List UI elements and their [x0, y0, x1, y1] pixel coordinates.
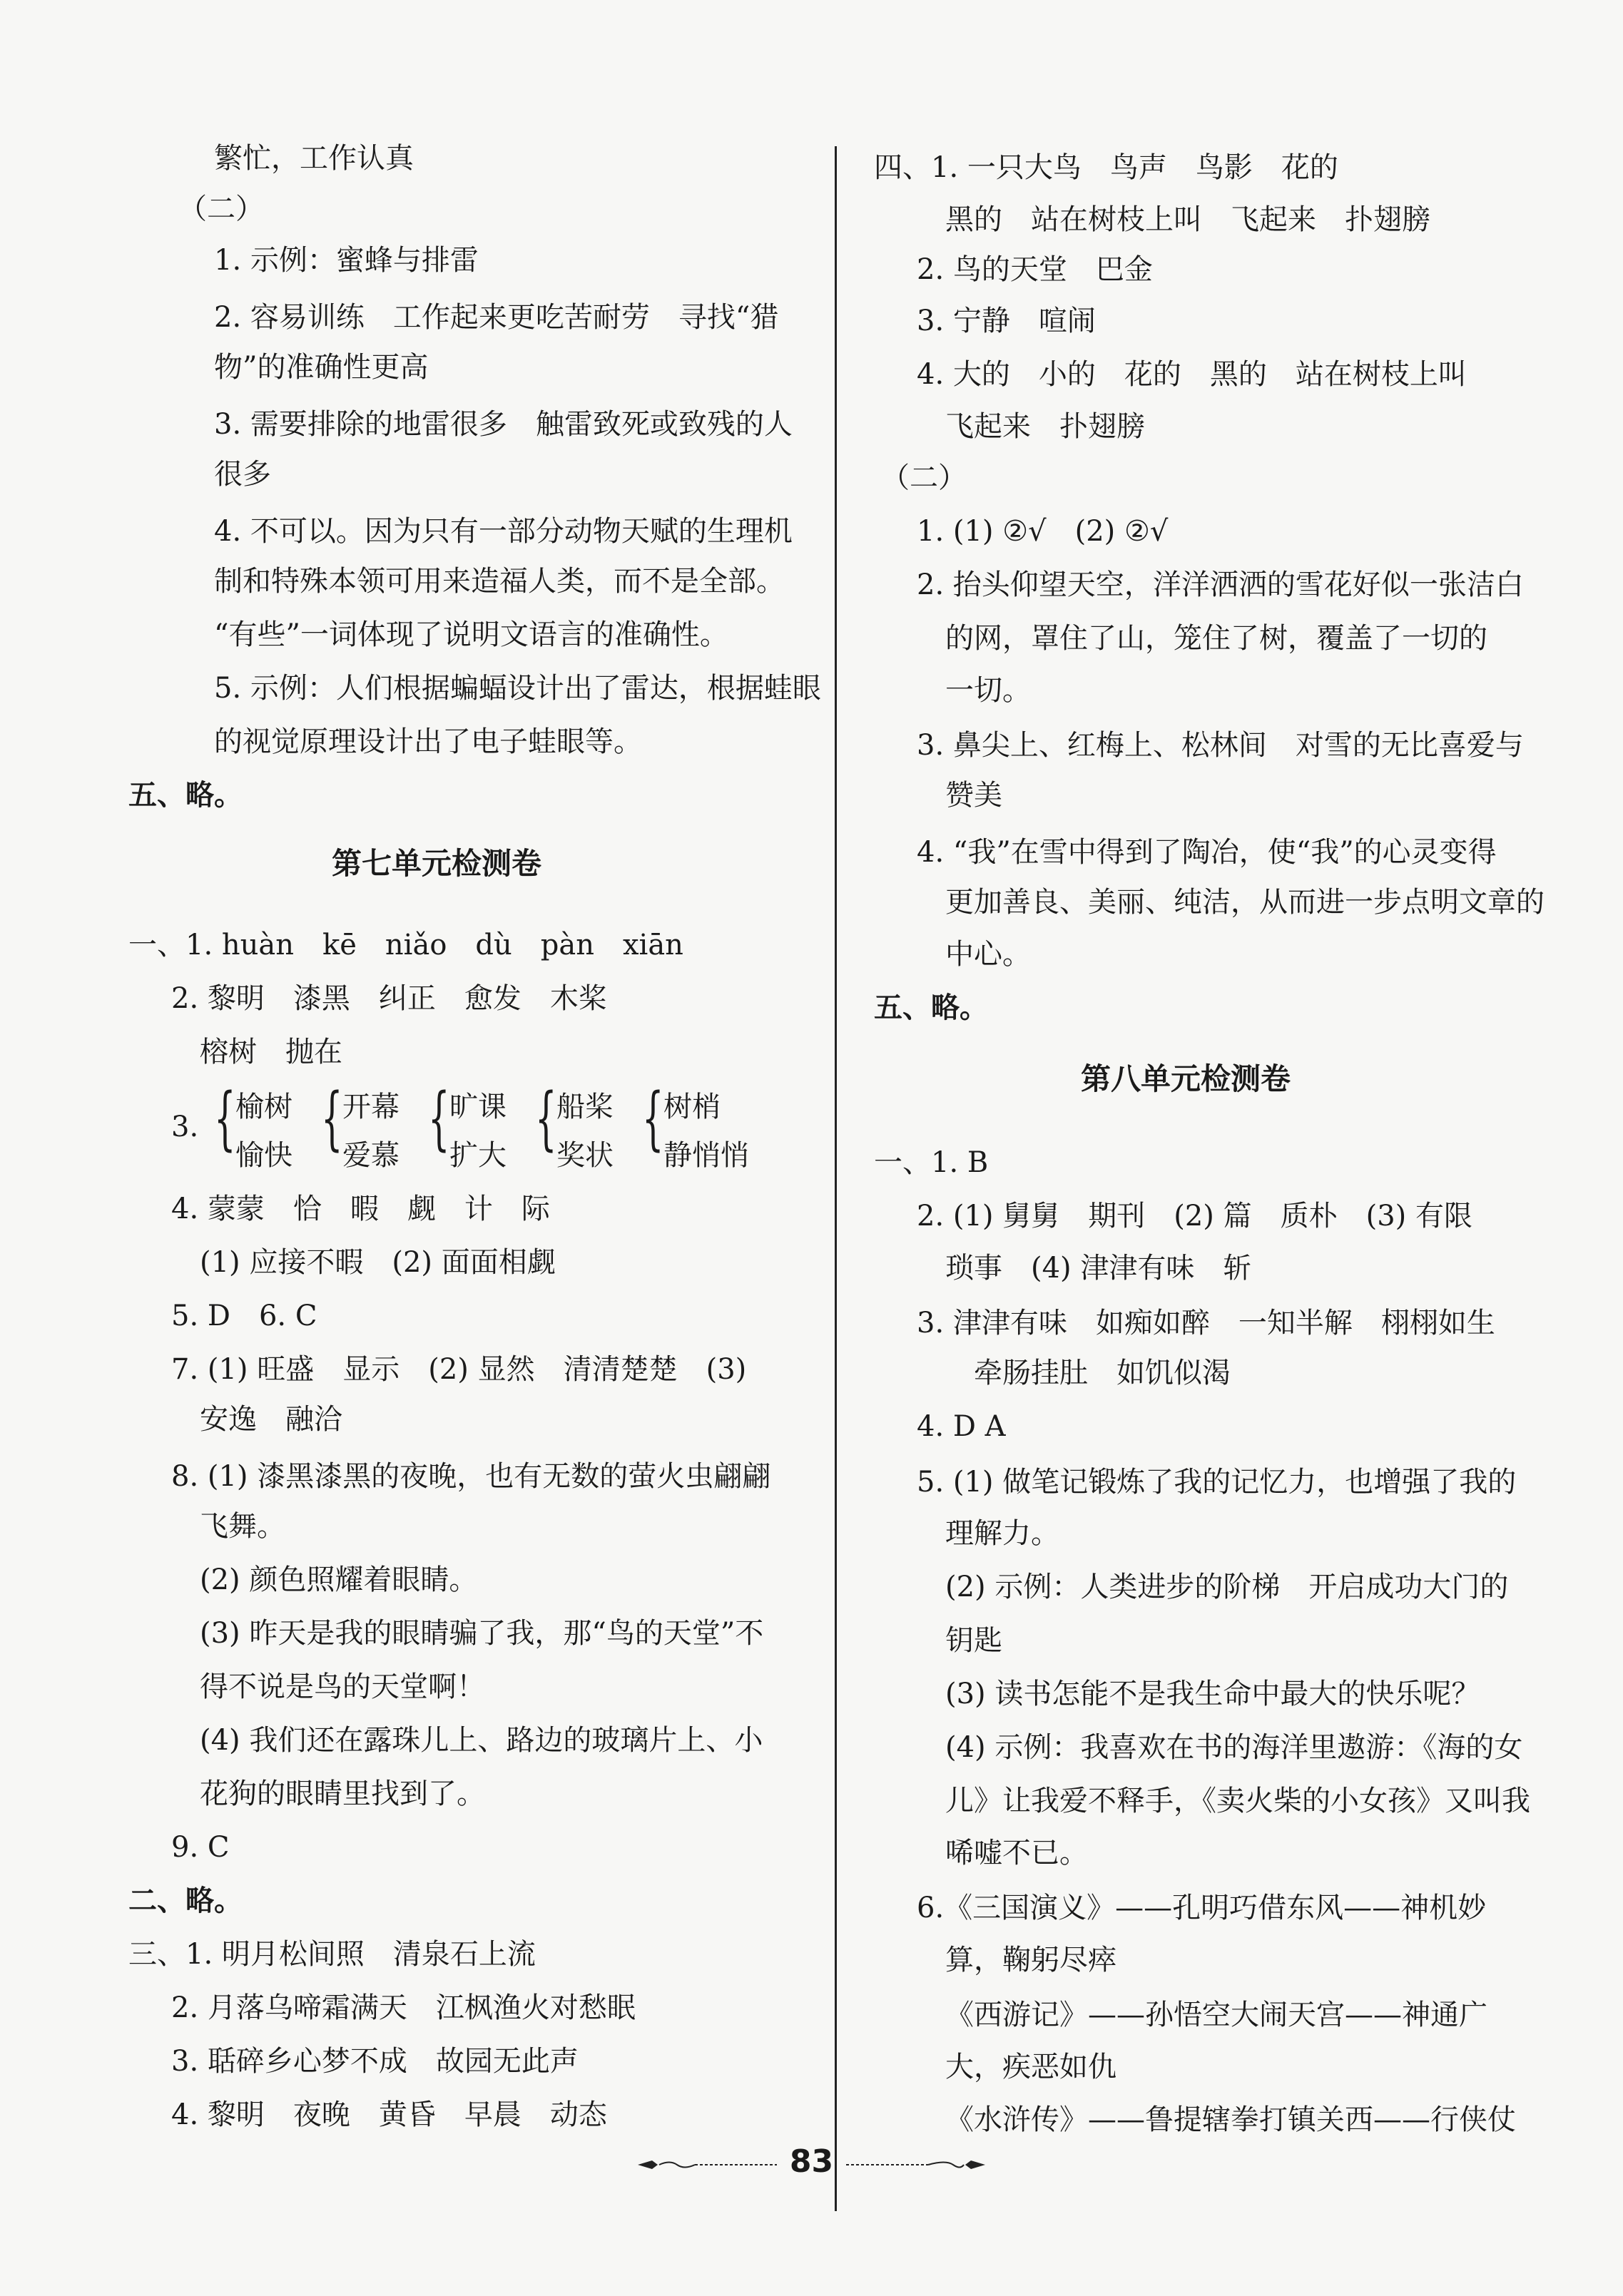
- answer-line: 五、略。: [128, 778, 243, 812]
- right-ornament-icon: [843, 2158, 985, 2171]
- brace-top-word: 旷课: [449, 1091, 507, 1123]
- brace-icon: {: [321, 1078, 343, 1158]
- answer-line: 繁忙，工作认真: [214, 142, 414, 175]
- answer-line: 算，鞠躬尽瘁: [945, 1944, 1116, 1976]
- brace-icon: {: [214, 1078, 236, 1158]
- answer-line: 3. 宁静 喧闹: [917, 305, 1096, 337]
- answer-line: 《西游记》——孙悟空大闹天宫——神通广: [945, 1999, 1487, 2031]
- answer-line: 2. 容易训练 工作起来更吃苦耐劳 寻找“猎: [214, 301, 779, 334]
- answer-line: 牵肠挂肚 如饥似渴: [974, 1357, 1231, 1389]
- answer-line: 飞起来 扑翅膀: [945, 410, 1145, 443]
- answer-line: 5. (1) 做笔记锻炼了我的记忆力，也增强了我的: [917, 1466, 1517, 1499]
- answer-line: 1. (1) ②√ (2) ②√: [917, 515, 1169, 548]
- answer-line: (3) 读书怎能不是我生命中最大的快乐呢？: [945, 1678, 1480, 1710]
- answer-line: 三、1. 明月松间照 清泉石上流: [128, 1938, 536, 1971]
- answer-line: 制和特殊本领可用来造福人类，而不是全部。: [214, 565, 785, 598]
- brace-top-word: 树梢: [663, 1091, 721, 1123]
- answer-line: 9. C: [171, 1831, 230, 1864]
- answer-line: 8. (1) 漆黑漆黑的夜晚，也有无数的萤火虫翩翩: [171, 1460, 771, 1493]
- answer-line: 一、1. B: [874, 1146, 989, 1179]
- left-ornament-icon: [638, 2158, 780, 2171]
- brace-top-word: 开幕: [342, 1091, 400, 1123]
- brace-bottom-word: 静悄悄: [663, 1139, 749, 1172]
- brace-icon: {: [535, 1078, 557, 1158]
- answer-line: 5. 示例：人们根据蝙蝠设计出了雷达，根据蛙眼: [214, 672, 821, 705]
- answer-line: 大，疾恶如仇: [945, 2051, 1116, 2083]
- answer-line: 2. 黎明 漆黑 纠正 愈发 木桨: [171, 982, 607, 1015]
- section-title: 第七单元检测卷: [332, 846, 542, 881]
- column-divider: [835, 146, 837, 2211]
- answer-line: 中心。: [945, 938, 1031, 971]
- answer-line: (1) 应接不暇 (2) 面面相觑: [200, 1246, 556, 1279]
- question-number: 3.: [171, 1111, 199, 1143]
- answer-line: 4. 大的 小的 花的 黑的 站在树枝上叫: [917, 358, 1467, 391]
- answer-line: 钥匙: [945, 1624, 1002, 1657]
- brace-bottom-word: 愉快: [235, 1139, 292, 1172]
- answer-line: 物”的准确性更高: [214, 351, 429, 384]
- brace-bottom-word: 爱慕: [342, 1139, 400, 1172]
- answer-line: 唏嘘不已。: [945, 1837, 1088, 1869]
- answer-line: 3. 聒碎乡心梦不成 故园无此声: [171, 2045, 579, 2078]
- answer-line: 一切。: [945, 674, 1031, 707]
- answer-line: 榕树 抛在: [200, 1036, 342, 1068]
- answer-line: 五、略。: [874, 991, 988, 1024]
- answer-line: 很多: [214, 458, 271, 491]
- answer-line: 琐事 (4) 津津有味 斩: [945, 1252, 1252, 1285]
- brace-top-word: 榆树: [235, 1091, 292, 1123]
- brace-bottom-word: 扩大: [449, 1139, 507, 1172]
- answer-line: 赞美: [945, 779, 1002, 812]
- answer-line: 的网，罩住了山，笼住了树，覆盖了一切的: [945, 622, 1487, 655]
- answer-line: 6.《三国演义》——孔明巧借东风——神机妙: [917, 1892, 1487, 1924]
- answer-line: 黑的 站在树枝上叫 飞起来 扑翅膀: [945, 203, 1430, 236]
- answer-line: 5. D 6. C: [171, 1300, 317, 1332]
- answer-line: 7. (1) 旺盛 显示 (2) 显然 清清楚楚 (3): [171, 1353, 747, 1386]
- answer-line: 3. 鼻尖上、红梅上、松林间 对雪的无比喜爱与: [917, 729, 1524, 762]
- answer-line: 四、1. 一只大鸟 鸟声 鸟影 花的: [874, 151, 1338, 184]
- answer-line: 儿》让我爱不释手，《卖火柴的小女孩》又叫我: [945, 1785, 1530, 1817]
- answer-line: 2. (1) 舅舅 期刊 (2) 篇 质朴 (3) 有限: [917, 1200, 1473, 1233]
- section-title: 第八单元检测卷: [1081, 1061, 1291, 1096]
- answer-line: 4. 不可以。因为只有一部分动物天赋的生理机: [214, 515, 793, 548]
- answer-line: 3. 津津有味 如痴如醉 一知半解 栩栩如生: [917, 1307, 1495, 1340]
- section-heading: （二）: [881, 461, 967, 494]
- page-footer: [0, 2143, 1623, 2180]
- answer-line: 《水浒传》——鲁提辖拳打镇关西——行侠仗: [945, 2103, 1516, 2136]
- answer-line: 花狗的眼睛里找到了。: [200, 1777, 485, 1810]
- answer-line: 更加善良、美丽、纯洁，从而进一步点明文章的: [945, 886, 1545, 919]
- answer-line: 安逸 融洽: [200, 1403, 342, 1436]
- brace-icon: {: [428, 1078, 450, 1158]
- answer-line: 3. 需要排除的地雷很多 触雷致死或致残的人: [214, 408, 793, 441]
- section-heading: （二）: [178, 193, 264, 225]
- answer-line: 1. 示例：蜜蜂与排雷: [214, 244, 479, 277]
- answer-line: 4. 黎明 夜晚 黄昏 早晨 动态: [171, 2098, 607, 2131]
- answer-line: 4. 蒙蒙 恰 暇 觑 计 际: [171, 1193, 550, 1225]
- answer-line: (4) 我们还在露珠儿上、路边的玻璃片上、小: [200, 1724, 763, 1757]
- answer-line: 飞舞。: [200, 1510, 285, 1543]
- answer-line: (3) 昨天是我的眼睛骗了我，那“鸟的天堂”不: [200, 1617, 764, 1650]
- answer-line: 2. 鸟的天堂 巴金: [917, 253, 1153, 286]
- answer-line: (2) 颜色照耀着眼睛。: [200, 1563, 478, 1596]
- answer-line: 2. 抬头仰望天空，洋洋洒洒的雪花好似一张洁白: [917, 568, 1524, 601]
- answer-line: 得不说是鸟的天堂啊！: [200, 1670, 485, 1703]
- answer-line: “有些”一词体现了说明文语言的准确性。: [214, 618, 728, 651]
- answer-line: 二、略。: [128, 1884, 243, 1917]
- answer-line: 4. “我”在雪中得到了陶冶，使“我”的心灵变得: [917, 836, 1497, 869]
- brace-icon: {: [642, 1078, 664, 1158]
- answer-line: 的视觉原理设计出了电子蛙眼等。: [214, 725, 642, 758]
- answer-line: 2. 月落乌啼霜满天 江枫渔火对愁眠: [171, 1991, 636, 2024]
- answer-line: 一、1. huàn kē niǎo dù pàn xiān: [128, 929, 683, 961]
- answer-line: (2) 示例：人类进步的阶梯 开启成功大门的: [945, 1571, 1509, 1603]
- answer-line: 理解力。: [945, 1517, 1059, 1550]
- brace-top-word: 船桨: [556, 1091, 614, 1123]
- page-number: 83: [789, 2143, 834, 2180]
- answer-line: 4. D A: [917, 1410, 1006, 1443]
- answer-line: (4) 示例：我喜欢在书的海洋里遨游：《海的女: [945, 1731, 1523, 1764]
- brace-bottom-word: 奖状: [556, 1139, 614, 1172]
